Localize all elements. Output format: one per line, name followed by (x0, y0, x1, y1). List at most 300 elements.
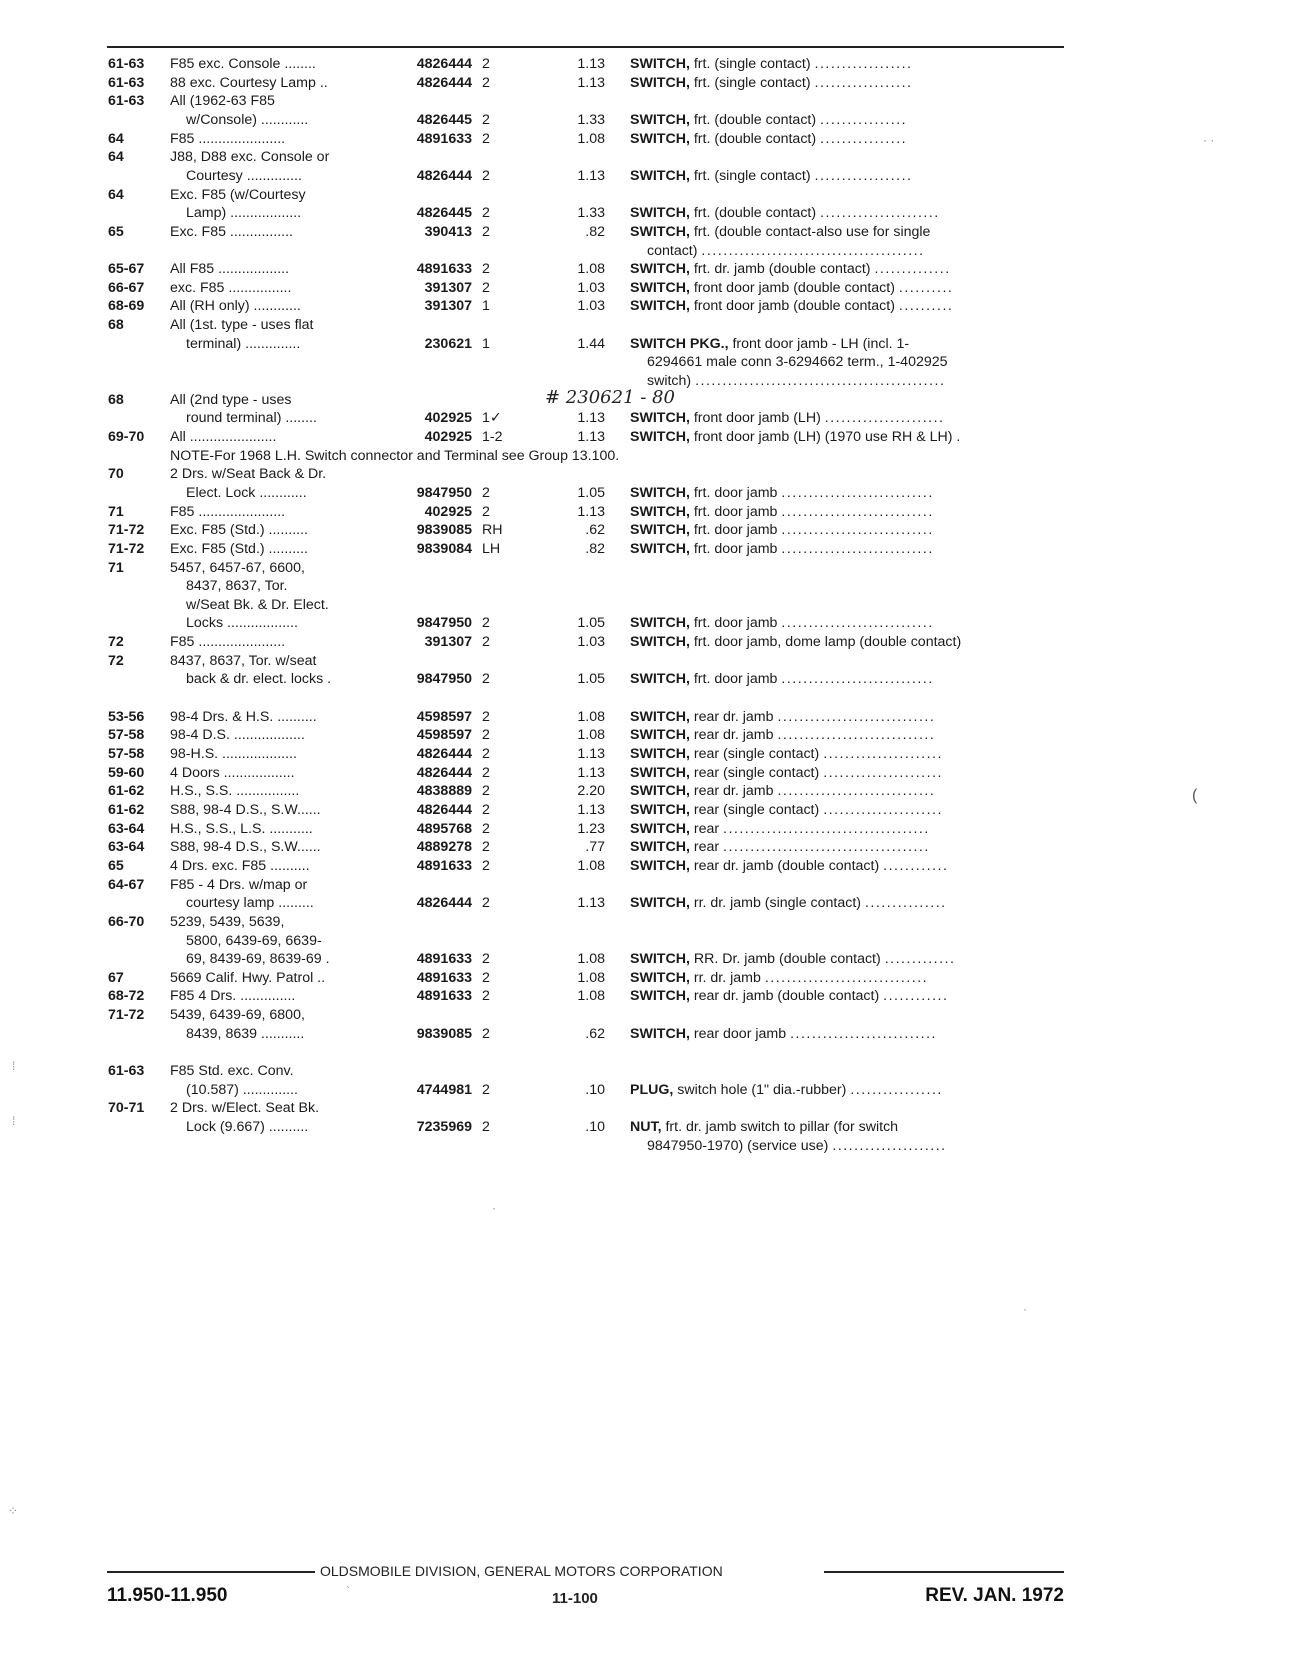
model-year: 61-63 (108, 93, 145, 109)
part-description (630, 504, 1064, 520)
part-name: SWITCH, (630, 224, 690, 240)
model-description: All (1st. type - uses flat (170, 317, 314, 333)
part-description (630, 1026, 1064, 1042)
description-text: rear dr. jamb (689, 709, 774, 725)
list-price: 1.08 (577, 858, 605, 874)
part-description (630, 671, 1064, 687)
model-year: 68-72 (108, 988, 145, 1004)
description-text: frt. (single contact) (689, 56, 811, 72)
model-description: All ...................... (170, 429, 277, 445)
part-description (630, 615, 1064, 631)
part-number: 4891633 (416, 988, 472, 1004)
description-text: frt. (double contact-also use for single (689, 224, 931, 240)
leader-dots: .............................. (764, 970, 929, 986)
list-price: 1.08 (577, 709, 605, 725)
model-description: terminal) .............. (186, 336, 301, 352)
model-description: 5239, 5439, 5639, (170, 914, 285, 930)
model-description: All (1962-63 F85 (170, 93, 275, 109)
quantity: 2 (482, 671, 490, 687)
part-name: SWITCH, (630, 727, 690, 743)
model-year: 61-63 (108, 56, 145, 72)
quantity: 2 (482, 112, 490, 128)
model-description: Exc. F85 (Std.) .......... (170, 522, 308, 538)
model-year: 57-58 (108, 746, 145, 762)
quantity: 2 (482, 895, 490, 911)
model-year: 65 (108, 858, 124, 874)
model-description: 2 Drs. w/Elect. Seat Bk. (170, 1100, 320, 1116)
list-price: 1.03 (577, 634, 605, 650)
description-text: front door jamb (double contact) (689, 298, 895, 314)
description-text: rear (689, 821, 720, 837)
part-number: 4826444 (416, 746, 472, 762)
quantity: 2 (482, 1026, 490, 1042)
description-text: RR. Dr. jamb (double contact) (689, 951, 881, 967)
model-description: (10.587) .............. (186, 1082, 298, 1098)
description-text: frt. (single contact) (689, 168, 811, 184)
model-description: round terminal) ........ (186, 410, 317, 426)
quantity: 2 (482, 951, 490, 967)
quantity: 2 (482, 261, 490, 277)
model-description: courtesy lamp ......... (186, 895, 314, 911)
list-price: .62 (585, 522, 605, 538)
list-price: 1.13 (577, 56, 605, 72)
description-text: rear (single contact) (689, 746, 820, 762)
model-year: 64 (108, 187, 124, 203)
quantity: 1 (482, 298, 490, 314)
list-price: 1.08 (577, 261, 605, 277)
part-description (630, 56, 1064, 72)
model-year: 68 (108, 317, 124, 333)
part-number: 4889278 (416, 839, 472, 855)
model-description: S88, 98-4 D.S., S.W...... (170, 839, 321, 855)
part-name: SWITCH, (630, 802, 690, 818)
part-name: SWITCH, (630, 112, 690, 128)
model-description: 8437, 8637, Tor. (186, 578, 288, 594)
description-text: frt. (single contact) (689, 75, 811, 91)
model-description: 98-4 D.S. .................. (170, 727, 305, 743)
model-year: 57-58 (108, 727, 145, 743)
model-description: Locks .................. (186, 615, 298, 631)
description-text: rear dr. jamb (689, 783, 774, 799)
model-year: 71-72 (108, 541, 145, 557)
description-text: front door jamb (LH) (689, 410, 821, 426)
description-text: frt. door jamb (689, 504, 778, 520)
model-year: 65-67 (108, 261, 145, 277)
description-text: frt. door jamb (689, 541, 778, 557)
description-text: rear door jamb (689, 1026, 787, 1042)
part-number: 391307 (424, 634, 472, 650)
part-number: 4744981 (416, 1082, 472, 1098)
model-year: 63-64 (108, 839, 145, 855)
model-year: 68-69 (108, 298, 145, 314)
quantity: 2 (482, 765, 490, 781)
leader-dots: .............. (874, 261, 951, 277)
part-number: 4598597 (416, 709, 472, 725)
description-text: rear (689, 839, 720, 855)
part-description (647, 354, 1064, 370)
model-description: F85 4 Drs. .............. (170, 988, 296, 1004)
list-price: .10 (585, 1082, 605, 1098)
part-number: 4891633 (416, 858, 472, 874)
part-description (630, 75, 1064, 91)
list-price: 1.23 (577, 821, 605, 837)
part-description (630, 224, 1064, 240)
leader-dots: .................. (814, 168, 913, 184)
footer-rule-right (824, 1571, 1064, 1573)
part-name: SWITCH, (630, 75, 690, 91)
model-year: 72 (108, 653, 124, 669)
model-description: Exc. F85 ................ (170, 224, 293, 240)
leader-dots: ............ (883, 988, 949, 1004)
part-description (647, 1138, 1064, 1154)
scan-speck: · (492, 1201, 496, 1215)
part-description (630, 951, 1064, 967)
model-year: 63-64 (108, 821, 145, 837)
part-description (630, 522, 1064, 538)
quantity: 2 (482, 727, 490, 743)
part-number: 4826444 (416, 765, 472, 781)
part-name: SWITCH, (630, 56, 690, 72)
model-year: 71-72 (108, 1007, 145, 1023)
quantity: 2 (482, 709, 490, 725)
part-name: SWITCH, (630, 205, 690, 221)
part-name: SWITCH, (630, 858, 690, 874)
model-description: F85 ...................... (170, 504, 286, 520)
model-year: 71 (108, 504, 124, 520)
leader-dots: ...................... (820, 205, 940, 221)
description-text: rear dr. jamb (689, 727, 774, 743)
quantity: 2 (482, 224, 490, 240)
part-description (630, 988, 1064, 1004)
list-price: .82 (585, 541, 605, 557)
model-description: 5457, 6457-67, 6600, (170, 560, 305, 576)
scan-speck: · (1023, 1302, 1027, 1316)
part-number: 4895768 (416, 821, 472, 837)
part-name: SWITCH, (630, 410, 690, 426)
model-description: Courtesy .............. (186, 168, 302, 184)
quantity: 2 (482, 802, 490, 818)
list-price: 1.08 (577, 988, 605, 1004)
model-description: 5439, 6439-69, 6800, (170, 1007, 305, 1023)
quantity: 2 (482, 783, 490, 799)
part-number: 402925 (424, 429, 472, 445)
model-year: 61-62 (108, 783, 145, 799)
description-text: rear dr. jamb (double contact) (689, 858, 880, 874)
part-description (630, 821, 1064, 837)
model-year: 66-70 (108, 914, 145, 930)
footer-rule-left (107, 1571, 315, 1573)
model-description: back & dr. elect. locks . (186, 671, 332, 687)
model-description: F85 - 4 Drs. w/map or (170, 877, 308, 893)
scan-speck: · · (1203, 133, 1215, 147)
description-text: rear (single contact) (689, 765, 820, 781)
leader-dots: ...................... (823, 765, 943, 781)
model-year: 61-63 (108, 75, 145, 91)
handwritten-note: # 230621 - 80 (545, 387, 675, 408)
part-number: 7235969 (416, 1119, 472, 1135)
part-number: 4826444 (416, 56, 472, 72)
part-number: 4826444 (416, 168, 472, 184)
part-name: SWITCH, (630, 168, 690, 184)
leader-dots: ...................... (823, 746, 943, 762)
list-price: 1.33 (577, 112, 605, 128)
list-price: 1.44 (577, 336, 605, 352)
quantity: 1-2 (482, 429, 503, 445)
model-year: 64-67 (108, 877, 145, 893)
list-price: 1.13 (577, 895, 605, 911)
part-description (630, 1082, 1064, 1098)
part-description (630, 727, 1064, 743)
leader-dots: ............................ (781, 522, 934, 538)
part-number: 9847950 (416, 615, 472, 631)
quantity: 2 (482, 970, 490, 986)
part-name: SWITCH, (630, 821, 690, 837)
list-price: 1.05 (577, 485, 605, 501)
part-description (630, 895, 1064, 911)
part-description (630, 131, 1064, 147)
part-description (630, 261, 1064, 277)
part-number: 9847950 (416, 671, 472, 687)
scan-mark: ( (1192, 787, 1198, 804)
model-description: S88, 98-4 D.S., S.W...... (170, 802, 321, 818)
model-description: Exc. F85 (w/Courtesy (170, 187, 306, 203)
part-number: 391307 (424, 280, 472, 296)
part-name: PLUG, (630, 1082, 674, 1098)
part-number: 4891633 (416, 970, 472, 986)
quantity: RH (482, 522, 503, 538)
model-year: 71-72 (108, 522, 145, 538)
description-text: front door jamb (double contact) (689, 280, 895, 296)
leader-dots: ............................ (781, 615, 934, 631)
model-year: 72 (108, 634, 124, 650)
part-description (647, 373, 1064, 389)
model-year: 65 (108, 224, 124, 240)
description-text: 6294661 male conn 3-6294662 term., 1-402925 (647, 354, 948, 370)
description-text: 9847950-1970) (service use) (647, 1138, 829, 1154)
part-name: SWITCH, (630, 839, 690, 855)
part-description (630, 541, 1064, 557)
description-text: front door jamb - LH (incl. 1- (728, 336, 910, 352)
scan-speck: ⁞ (12, 1114, 16, 1128)
part-number: 4826444 (416, 75, 472, 91)
footer-page-number: 11-100 (552, 1590, 598, 1607)
description-text: frt. dr. jamb (double contact) (689, 261, 871, 277)
leader-dots: ...................................... (723, 821, 930, 837)
model-description: Lock (9.667) .......... (186, 1119, 309, 1135)
part-description (630, 802, 1064, 818)
model-description: 98-4 Drs. & H.S. .......... (170, 709, 317, 725)
part-name: NUT, (630, 1119, 662, 1135)
part-number: 9839085 (416, 522, 472, 538)
leader-dots: .............................................. (695, 373, 946, 389)
part-name: SWITCH, (630, 280, 690, 296)
model-description: Lamp) .................. (186, 205, 302, 221)
part-name: SWITCH, (630, 504, 690, 520)
description-text: frt. door jamb, dome lamp (double contact) (689, 634, 962, 650)
description-text: frt. door jamb (689, 485, 778, 501)
list-price: 1.05 (577, 671, 605, 687)
model-description: 2 Drs. w/Seat Back & Dr. (170, 466, 327, 482)
description-text: frt. door jamb (689, 522, 778, 538)
leader-dots: ...................................... (723, 839, 930, 855)
part-description (630, 970, 1064, 986)
part-description (630, 298, 1064, 314)
part-number: 4838889 (416, 783, 472, 799)
list-price: 1.13 (577, 429, 605, 445)
model-description: 8439, 8639 ........... (186, 1026, 305, 1042)
part-description (630, 336, 1064, 352)
leader-dots: ..................... (832, 1138, 947, 1154)
leader-dots: ......................................... (701, 243, 925, 259)
model-description: All (2nd type - uses (170, 392, 292, 408)
part-name: SWITCH, (630, 261, 690, 277)
description-text: rear dr. jamb (double contact) (689, 988, 880, 1004)
description-text: switch hole (1" dia.-rubber) (673, 1082, 847, 1098)
part-description (630, 429, 1064, 445)
leader-dots: .......... (898, 298, 954, 314)
part-name: SWITCH, (630, 951, 690, 967)
leader-dots: ...................... (824, 410, 945, 426)
model-year: 59-60 (108, 765, 145, 781)
part-number: 4891633 (416, 131, 472, 147)
scan-speck: ⁘ (8, 1504, 19, 1518)
model-year: 67 (108, 970, 124, 986)
quantity: 2 (482, 988, 490, 1004)
quantity: 2 (482, 839, 490, 855)
model-description: 98-H.S. ................... (170, 746, 297, 762)
list-price: 1.05 (577, 615, 605, 631)
part-description (630, 765, 1064, 781)
part-number: 4826444 (416, 802, 472, 818)
part-description (630, 168, 1064, 184)
part-number: 391307 (424, 298, 472, 314)
part-number: 402925 (424, 504, 472, 520)
part-name: SWITCH PKG., (630, 336, 729, 352)
list-price: 1.13 (577, 168, 605, 184)
part-description (630, 205, 1064, 221)
list-price: 1.08 (577, 131, 605, 147)
quantity: 2 (482, 75, 490, 91)
description-text: rr. dr. jamb (single contact) (689, 895, 862, 911)
part-name: SWITCH, (630, 131, 690, 147)
footer-division: OLDSMOBILE DIVISION, GENERAL MOTORS CORPORATION (320, 1563, 723, 1579)
part-name: SWITCH, (630, 634, 690, 650)
part-number: 4826444 (416, 895, 472, 911)
part-number: 9839085 (416, 1026, 472, 1042)
part-number: 4891633 (416, 261, 472, 277)
top-rule (107, 46, 1064, 48)
list-price: 2.20 (577, 783, 605, 799)
part-number: 4826445 (416, 205, 472, 221)
part-name: SWITCH, (630, 429, 690, 445)
part-description (630, 746, 1064, 762)
description-text: front door jamb (LH) (1970 use RH & LH) . (689, 429, 961, 445)
part-description (630, 634, 1064, 650)
model-year: 66-67 (108, 280, 145, 296)
scan-speck: ` (346, 1584, 350, 1598)
list-price: 1.08 (577, 951, 605, 967)
leader-dots: ............................. (777, 709, 936, 725)
part-description (647, 243, 1064, 259)
model-description: 88 exc. Courtesy Lamp .. (170, 75, 328, 91)
list-price: 1.13 (577, 746, 605, 762)
footer-revision: REV. JAN. 1972 (925, 1585, 1064, 1606)
part-name: SWITCH, (630, 783, 690, 799)
part-name: SWITCH, (630, 615, 690, 631)
model-description: Exc. F85 (Std.) .......... (170, 541, 308, 557)
model-description: Elect. Lock ............ (186, 485, 307, 501)
footer-group-number: 11.950-11.950 (107, 1585, 228, 1606)
leader-dots: ............. (884, 951, 956, 967)
list-price: 1.13 (577, 802, 605, 818)
part-description (630, 112, 1064, 128)
part-name: SWITCH, (630, 1026, 690, 1042)
list-price: 1.08 (577, 727, 605, 743)
leader-dots: .................. (814, 75, 913, 91)
description-text: frt. dr. jamb switch to pillar (for switch (661, 1119, 899, 1135)
model-description: w/Console) ............ (186, 112, 309, 128)
quantity: 2 (482, 746, 490, 762)
part-number: 9847950 (416, 485, 472, 501)
model-year: 70-71 (108, 1100, 145, 1116)
part-number: 230621 (424, 336, 472, 352)
list-price: 1.03 (577, 298, 605, 314)
model-description: F85 exc. Console ........ (170, 56, 316, 72)
description-text: rr. dr. jamb (689, 970, 761, 986)
part-name: SWITCH, (630, 895, 690, 911)
leader-dots: ............................. (777, 783, 936, 799)
model-description: 8437, 8637, Tor. w/seat (170, 653, 317, 669)
model-description: All F85 .................. (170, 261, 290, 277)
list-price: 1.13 (577, 410, 605, 426)
description-text: frt. door jamb (689, 615, 778, 631)
quantity: 2 (482, 1082, 490, 1098)
leader-dots: ............ (883, 858, 949, 874)
part-description (630, 1119, 1064, 1135)
model-year: 61-63 (108, 1063, 145, 1079)
leader-dots: ............... (864, 895, 947, 911)
model-description: 4 Doors .................. (170, 765, 295, 781)
list-price: .10 (585, 1119, 605, 1135)
scan-speck: ⁞ (12, 1059, 16, 1073)
part-number: 390413 (424, 224, 472, 240)
note-text: NOTE-For 1968 L.H. Switch connector and Terminal see Group 13.100. (170, 448, 620, 464)
part-description (630, 410, 1064, 426)
part-number: 4826445 (416, 112, 472, 128)
model-description: 5800, 6439-69, 6639- (186, 933, 322, 949)
leader-dots: ................. (850, 1082, 943, 1098)
model-year: 71 (108, 560, 124, 576)
leader-dots: ............................ (781, 485, 934, 501)
quantity: 2 (482, 56, 490, 72)
list-price: .77 (585, 839, 605, 855)
quantity: LH (482, 541, 501, 557)
model-year: 61-62 (108, 802, 145, 818)
part-number: 9839084 (416, 541, 472, 557)
model-year: 64 (108, 149, 124, 165)
description-text: frt. (double contact) (689, 205, 817, 221)
leader-dots: ............................ (781, 671, 934, 687)
part-name: SWITCH, (630, 746, 690, 762)
quantity: 2 (482, 205, 490, 221)
model-year: 69-70 (108, 429, 145, 445)
part-number: 402925 (424, 410, 472, 426)
part-number: 4598597 (416, 727, 472, 743)
part-description (630, 858, 1064, 874)
model-year: 64 (108, 131, 124, 147)
leader-dots: ................ (820, 112, 908, 128)
quantity: 2 (482, 858, 490, 874)
